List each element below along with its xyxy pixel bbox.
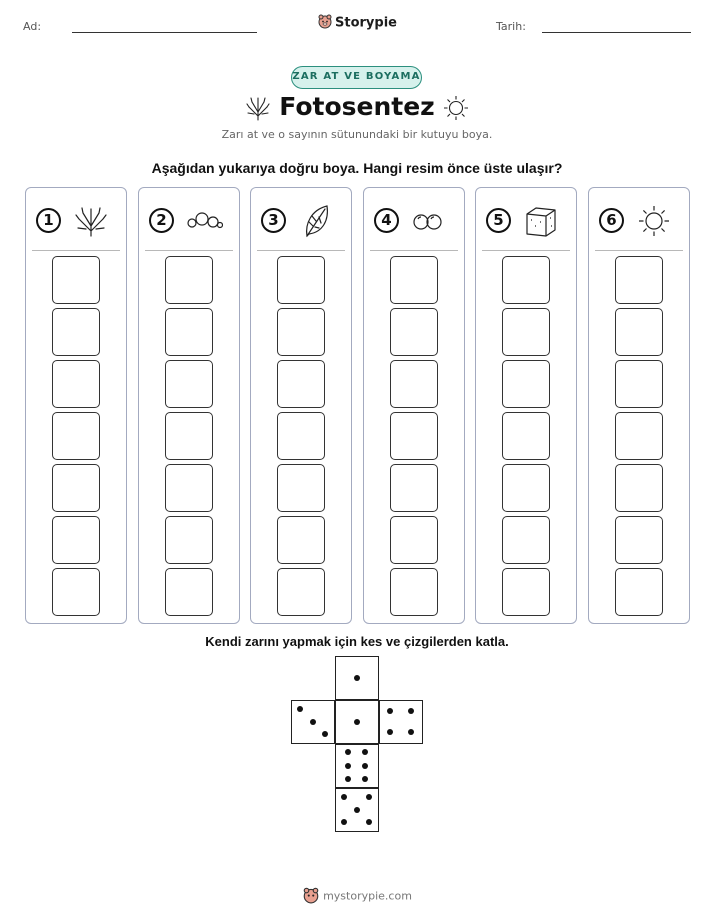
column-header [36,204,120,238]
column-divider [595,250,683,251]
color-box[interactable] [502,516,550,564]
column-header [599,204,683,238]
column-2 [138,187,240,624]
color-box[interactable] [502,360,550,408]
die-face [379,700,423,744]
page-subtitle: Zarı at ve o sayının sütunundaki bir kutuyu boya. [221,128,493,141]
activity-badge: ZAR AT VE BOYAMA [291,66,422,89]
sun-icon [635,204,673,238]
die-face [335,656,379,700]
brand-name: Storypie [335,15,397,31]
die-pip [362,763,368,769]
die-pip [310,719,316,725]
column-number: 5 [486,208,511,233]
instruction-text: Aşağıdan yukarıya doğru boya. Hangi resim önce üste ulaşır? [151,160,563,176]
column-header [486,204,570,238]
color-box[interactable] [390,516,438,564]
sun-icon [442,94,470,127]
color-box[interactable] [165,568,213,616]
color-box[interactable] [165,412,213,460]
date-line[interactable] [542,32,691,33]
die-pip [387,729,393,735]
die-pip [366,794,372,800]
color-box[interactable] [615,360,663,408]
column-3 [250,187,352,624]
color-box[interactable] [390,412,438,460]
column-number: 4 [374,208,399,233]
die-pip [408,708,414,714]
die-face [335,788,379,832]
coral-plant-icon [72,204,110,238]
color-box[interactable] [165,256,213,304]
die-pip [354,807,360,813]
color-box[interactable] [615,464,663,512]
water-drops-icon [410,204,448,238]
color-box[interactable] [502,464,550,512]
column-4 [363,187,465,624]
column-header [261,204,345,238]
column-divider [257,250,345,251]
date-label: Tarih: [496,20,526,33]
color-box[interactable] [615,568,663,616]
column-header [374,204,458,238]
color-box[interactable] [502,568,550,616]
die-face [291,700,335,744]
column-divider [370,250,458,251]
column-header [149,204,233,238]
color-box[interactable] [277,412,325,460]
leaf-icon [297,204,335,238]
page-title: Fotosentez [279,92,435,121]
color-box[interactable] [165,516,213,564]
color-box[interactable] [52,464,100,512]
color-box[interactable] [502,412,550,460]
column-number: 3 [261,208,286,233]
column-1 [25,187,127,624]
color-box[interactable] [390,308,438,356]
column-divider [32,250,120,251]
color-box[interactable] [615,516,663,564]
die-pip [366,819,372,825]
column-5 [475,187,577,624]
storypie-mascot-icon [302,886,320,907]
die-pip [354,675,360,681]
color-box[interactable] [52,516,100,564]
color-box[interactable] [277,516,325,564]
color-box[interactable] [277,308,325,356]
die-face [335,744,379,788]
color-box[interactable] [165,464,213,512]
color-box[interactable] [277,360,325,408]
molecule-chain-icon [185,204,223,238]
name-label: Ad: [23,20,42,33]
die-pip [345,749,351,755]
color-box[interactable] [165,360,213,408]
die-pip [341,794,347,800]
color-box[interactable] [390,256,438,304]
color-box[interactable] [277,256,325,304]
footer [0,886,714,907]
column-number: 1 [36,208,61,233]
die-instruction: Kendi zarını yapmak için kes ve çizgilerden katla. [205,634,509,649]
color-box[interactable] [52,412,100,460]
color-box[interactable] [615,308,663,356]
sugar-cube-icon [522,204,560,238]
color-box[interactable] [52,360,100,408]
column-6 [588,187,690,624]
die-pip [322,731,328,737]
color-box[interactable] [390,568,438,616]
die-face [335,700,379,744]
column-number: 6 [599,208,624,233]
color-box[interactable] [390,360,438,408]
color-box[interactable] [615,256,663,304]
column-divider [145,250,233,251]
column-number: 2 [149,208,174,233]
die-pip [341,819,347,825]
footer-url[interactable]: mystorypie.com [323,889,412,903]
color-box[interactable] [390,464,438,512]
die-pip [354,719,360,725]
color-box[interactable] [502,308,550,356]
color-box[interactable] [615,412,663,460]
die-pip [362,749,368,755]
color-box[interactable] [52,308,100,356]
die-pip [387,708,393,714]
color-box[interactable] [277,464,325,512]
color-box[interactable] [52,256,100,304]
die-pip [345,776,351,782]
color-box[interactable] [165,308,213,356]
color-box[interactable] [502,256,550,304]
storypie-mascot-icon [317,13,333,33]
column-divider [482,250,570,251]
die-pip [345,763,351,769]
die-pip [362,776,368,782]
color-box[interactable] [277,568,325,616]
brand-logo [0,13,714,33]
color-box[interactable] [52,568,100,616]
die-pip [297,706,303,712]
die-pip [408,729,414,735]
